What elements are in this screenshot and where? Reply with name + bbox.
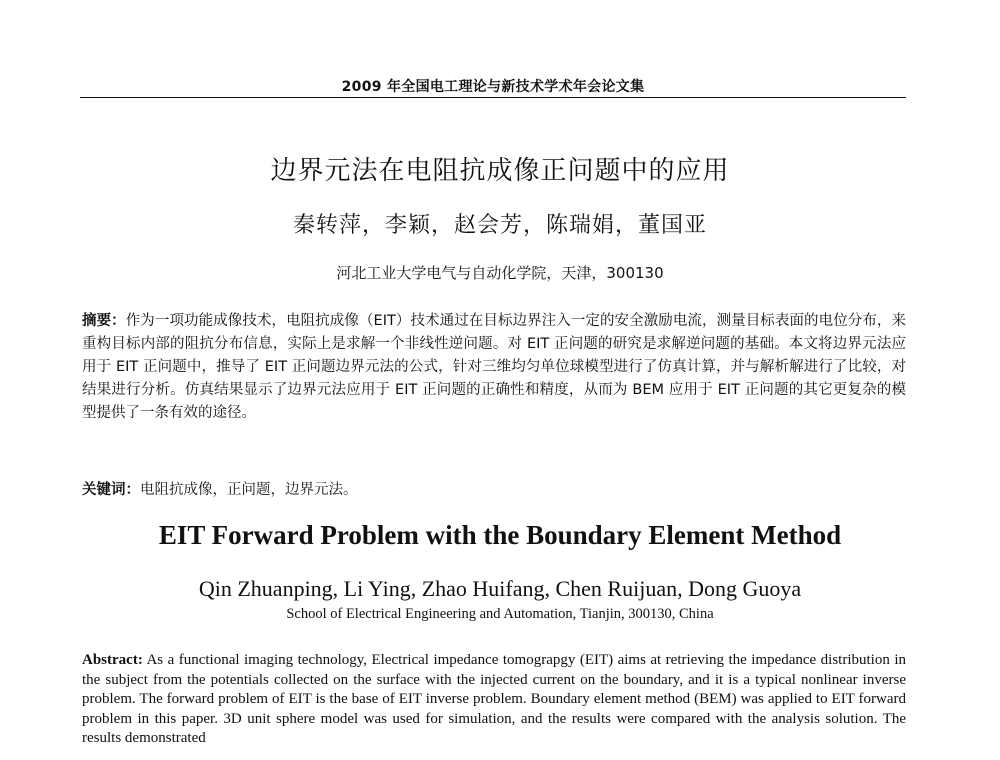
english-authors: Qin Zhuanping, Li Ying, Zhao Huifang, Chen Ruijuan, Dong Guoya [198,576,802,601]
chinese-abstract-text: 作为一项功能成像技术，电阻抗成像（EIT）技术通过在目标边界注入一定的安全激励电流，测量目标表面的电位分布，来重构目标内部的阻抗分布信息，实际上是求解一个非线性逆问题。对 EIT 正问题的研究是求解逆问题的基础。本文将边界元法应用于 EIT 正问题中，推导了 EIT 正问题边界元法的公式，针对三维均匀单位球模型进行了仿真计算，并与解析解进行了比较，对结果进行分析。仿真结果显示了边界元法应用于 EIT 正问题的正确性和精度，从而为 BEM 应用于 EIT 正问题的其它更复杂的模型提供了一条有效的途径。 [82,313,906,421]
chinese-abstract [82,310,906,425]
english-abstract [82,651,906,749]
chinese-title: 边界元法在电阻抗成像正问题中的应用 [270,156,730,186]
english-abstract-text: As a functional imaging technology, Electrical impedance tomograpgy (EIT) aims at retrieving the impedance distribution in the subject from the potentials collected on the surface with the injected current on the boundary, and it is a typical nonlinear inverse problem. The forward problem of EIT is the base of EIT inverse problem. Boundary element method (BEM) was applied to EIT forward problem in this paper. 3D unit sphere model was used for simulation, and the results were compared with the analysis solution. The results demonstrated [82,652,906,746]
running-header: 2009 年全国电工理论与新技术学术年会论文集 [341,79,645,95]
chinese-keywords-label: 关键词： [82,482,140,498]
english-affiliation: School of Electrical Engineering and Automation, Tianjin, 300130, China [286,606,714,622]
chinese-keywords [82,478,906,499]
chinese-keywords-text: 电阻抗成像，正问题，边界元法。 [140,482,358,498]
chinese-abstract-label: 摘要： [82,313,126,329]
chinese-affiliation: 河北工业大学电气与自动化学院，天津，300130 [336,264,664,282]
header-rule [80,97,906,98]
chinese-authors: 秦转萍，李颖，赵会芳，陈瑞娟，董国亚 [292,213,707,238]
english-title: EIT Forward Problem with the Boundary Element Method [158,520,842,550]
english-abstract-label: Abstract: [82,652,143,668]
